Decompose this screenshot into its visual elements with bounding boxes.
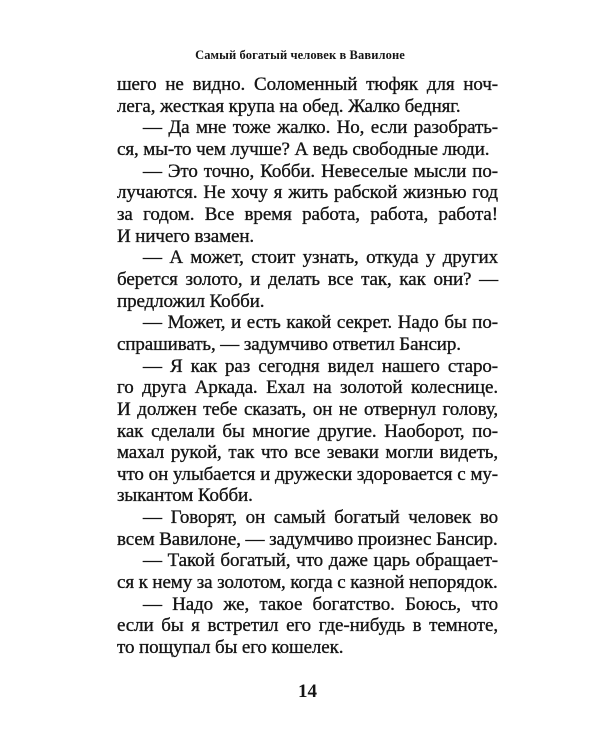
text-line: спрашивать, — задумчиво ответил Бансир.: [117, 333, 461, 355]
page-number: 14: [298, 680, 317, 702]
text-line: — Это точно, Кобби. Невеселые мысли по-: [143, 160, 498, 182]
text-line: — Надо же, такое богатство. Боюсь, что: [143, 593, 498, 615]
text-line: если бы я встретил его где-нибудь в темноте,: [117, 615, 498, 637]
running-header: Самый богатый человек в Вавилоне: [195, 48, 405, 62]
text-line: берется золото, и делать все так, как они? —: [117, 268, 498, 290]
text-line: махал рукой, так что все зеваки могли видеть,: [117, 442, 498, 464]
text-line: — Я как раз сегодня видел нашего старо-: [143, 355, 498, 377]
text-line: — А может, стоит узнать, откуда у других: [143, 247, 498, 269]
page-body-text: [117, 74, 498, 659]
text-line: И ничего взамен.: [117, 225, 255, 247]
text-line: лега, жесткая крупа на обед. Жалко бедняг.: [117, 95, 461, 117]
text-line: И должен тебе сказать, он не отвернул голову,: [117, 398, 498, 420]
text-line: шего не видно. Соломенный тюфяк для ноч-: [117, 74, 498, 95]
text-line: за годом. Все время работа, работа, работа!: [117, 203, 498, 225]
text-line: предложил Кобби.: [117, 290, 265, 312]
text-line: всем Вавилоне, — задумчиво произнес Бансир.: [117, 528, 498, 550]
text-line: — Может, и есть какой секрет. Надо бы по-: [143, 312, 498, 334]
text-line: — Да мне тоже жалко. Но, если разобрать-: [143, 117, 498, 139]
text-line: го друга Аркада. Ехал на золотой колеснице.: [117, 377, 498, 399]
text-line: то пощупал бы его кошелек.: [117, 637, 344, 659]
text-line: как сделали бы многие другие. Наоборот, по-: [117, 420, 498, 442]
text-line: — Говорят, он самый богатый человек во: [143, 507, 498, 529]
text-line: ся, мы-то чем лучше? А ведь свободные люди.: [117, 138, 490, 160]
text-line: ся к нему за золотом, когда с казной непорядок.: [117, 572, 498, 594]
page-column: [117, 74, 498, 703]
text-line: зыкантом Кобби.: [117, 485, 253, 507]
text-line: что он улыбается и дружески здоровается с му-: [117, 463, 498, 485]
text-line: — Такой богатый, что даже царь обращает-: [143, 550, 498, 572]
text-line: лучаются. Не хочу я жить рабской жизнью год: [117, 182, 498, 204]
